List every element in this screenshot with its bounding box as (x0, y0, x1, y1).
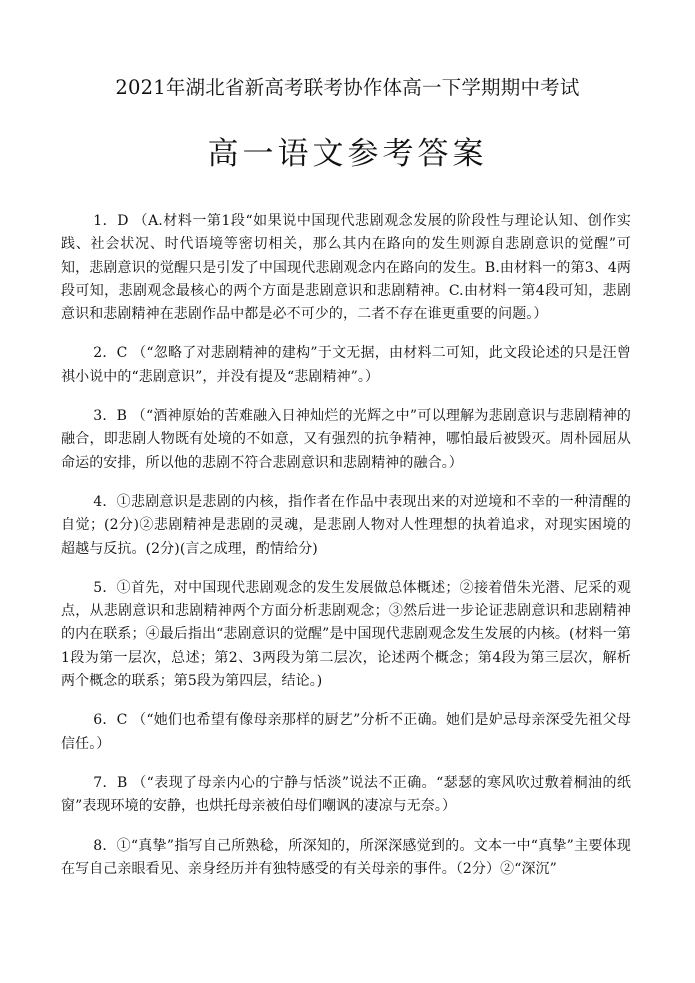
answer-item-3: 3．B （“酒神原始的苦难融入日神灿烂的光辉之中”可以理解为悲剧意识与悲剧精神的融合，即悲剧人物既有处境的不如意，又有强烈的抗争精神，哪怕最后被毁灭。周朴园屈从命运的安排，所以他的悲剧不符合悲剧意识和悲剧精神的融合。） (61, 408, 631, 471)
answer-item-2: 2．C （“忽略了对悲剧精神的建构”于文无据，由材料二可知，此文段论述的只是汪曾祺小说中的“悲剧意识”，并没有提及“悲剧精神”。） (61, 345, 631, 385)
answer-item-8: 8．①“真挚”指写自己所熟稔，所深知的，所深深感觉到的。文本一中“真挚”主要体现在写自己亲眼看见、亲身经历并有独特感受的有关母亲的事件。（2分）②“深沉” (61, 837, 631, 877)
answer-item-5: 5．①首先，对中国现代悲剧观念的发生发展做总体概述；②接着借朱光潜、尼采的观点，从悲剧意识和悲剧精神两个方面分析悲剧观念；③然后进一步论证悲剧意识和悲剧精神的内在联系；④最后指出“悲剧意识的觉醒”是中国现代悲剧观念发生发展的内核。(材料一第1段为第一层次，总述；第2、3两段为第二层次，论述两个概念；第4段为第三层次，解析两个概念的联系；第5段为第四层，结论。) (61, 579, 631, 690)
answer-list (61, 210, 631, 897)
answer-item-4: 4．①悲剧意识是悲剧的内核，指作者在作品中表现出来的对逆境和不幸的一种清醒的自觉；(2分)②悲剧精神是悲剧的灵魂，是悲剧人物对人性理想的执着追求，对现实困境的超越与反抗。(2分)(言之成理，酌情给分) (61, 493, 631, 557)
answer-item-6: 6．C （“她们也希望有像母亲那样的厨艺”分析不正确。她们是妒忌母亲深受先祖父母信任。） (61, 712, 631, 752)
answer-item-7: 7．B （“表现了母亲内心的宁静与恬淡”说法不正确。“瑟瑟的寒风吹过敷着桐油的纸窗”表现环境的安静，也烘托母亲被伯母们嘲讽的凄凉与无奈。） (61, 774, 631, 815)
document-title: 高一语文参考答案 (207, 136, 488, 172)
answer-item-1: 1．D （A.材料一第1段“如果说中国现代悲剧观念发展的阶段性与理论认知、创作实践、社会状况、时代语境等密切相关，那么其内在路向的发生则源自悲剧意识的觉醒”可知，悲剧意识的觉醒只是引发了中国现代悲剧观念内在路向的发生。B.由材料一的第3、4两段可知，悲剧观念最核心的两个方面是悲剧意识和悲剧精神。C.由材料一第4段可知，悲剧意识和悲剧精神在悲剧作品中都是必不可少的，二者不存在谁更重要的问题。） (61, 213, 631, 323)
exam-title: 2021年湖北省新高考联考协作体高一下学期期中考试 (115, 76, 580, 99)
